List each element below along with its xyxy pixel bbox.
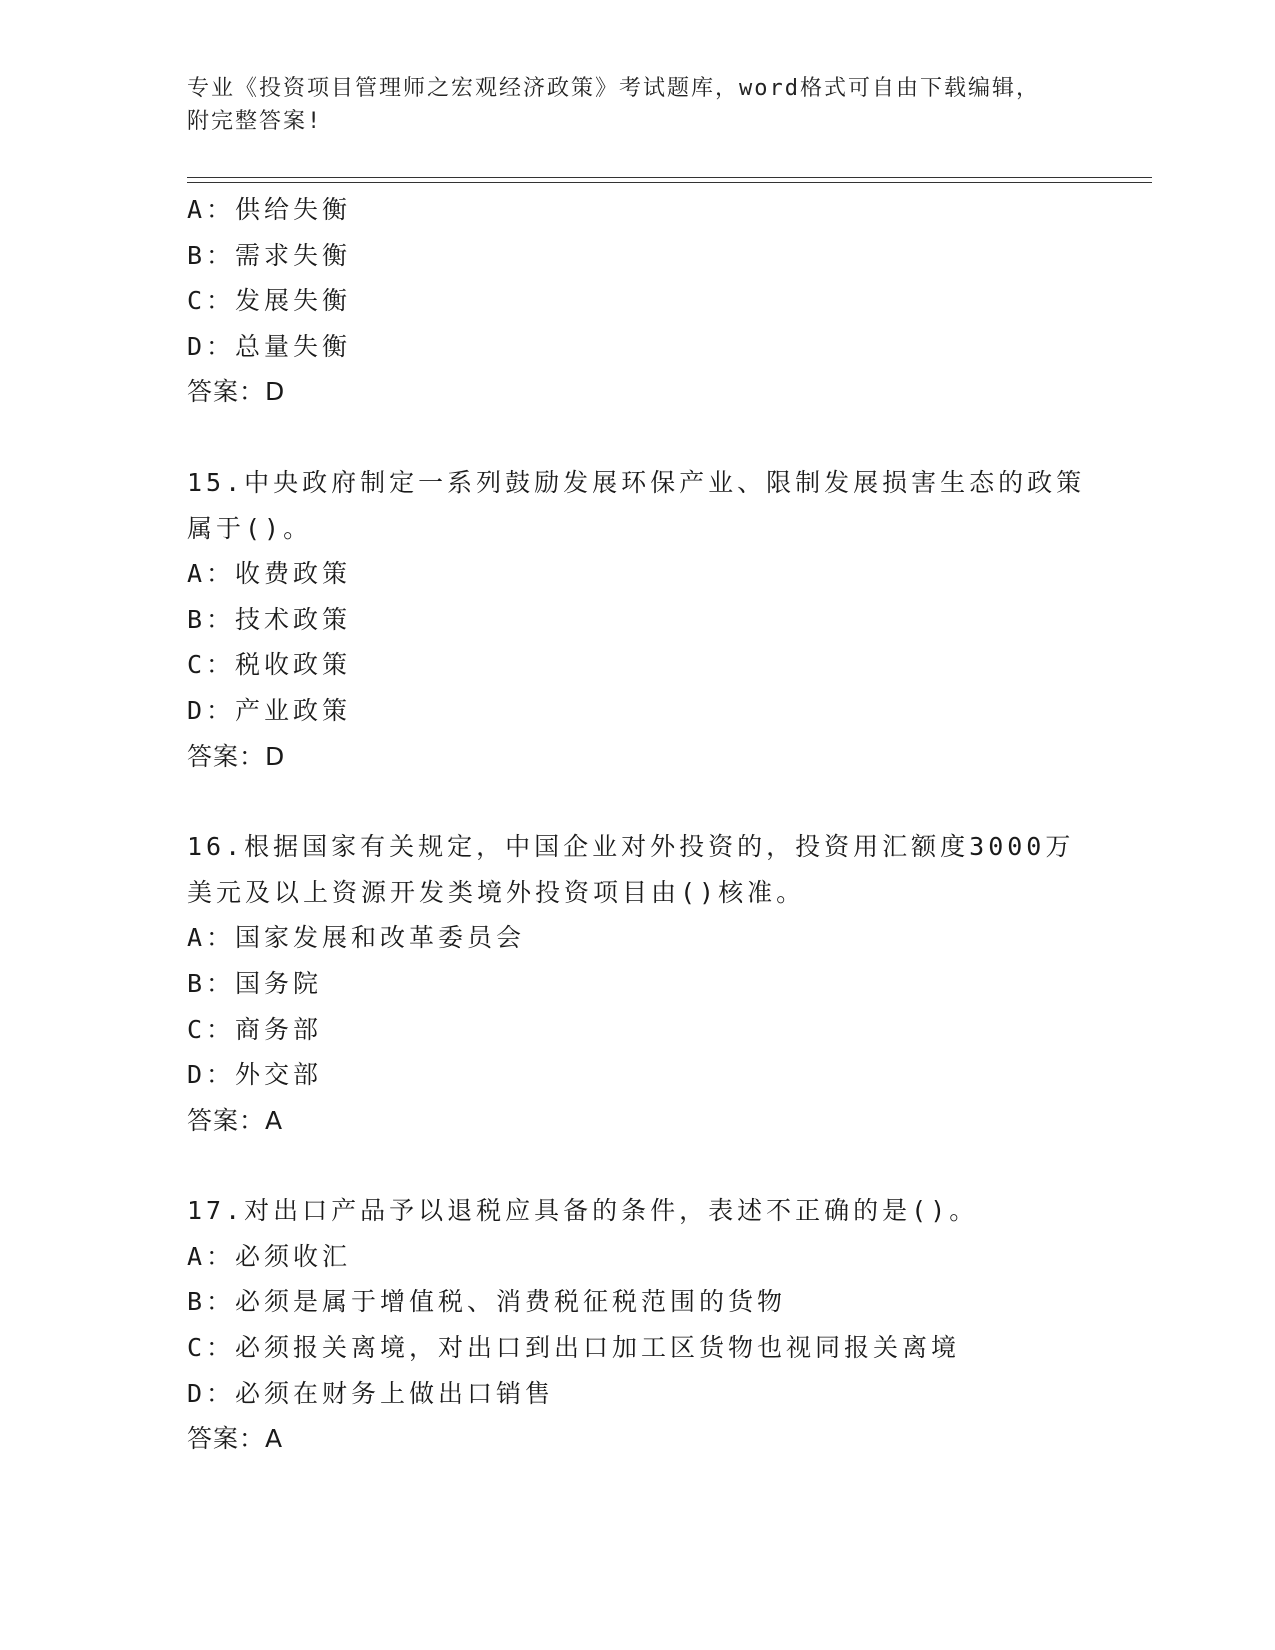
- question-16: [187, 824, 1087, 1143]
- option-c: C：必须报关离境，对出口到出口加工区货物也视同报关离境: [187, 1333, 961, 1363]
- question-text-line: 美元及以上资源开发类境外投资项目由()核准。: [187, 877, 806, 907]
- option-d: D：外交部: [187, 1060, 323, 1090]
- question-14-continued: [187, 187, 1087, 415]
- header-rule-bottom: [187, 182, 1152, 183]
- option-c: C：税收政策: [187, 650, 352, 680]
- document-header: [187, 72, 1087, 138]
- question-text-line: 16.根据国家有关规定，中国企业对外投资的，投资用汇额度3000万: [187, 832, 1075, 862]
- spacer: [187, 779, 1087, 824]
- option-c: C：商务部: [187, 1014, 323, 1044]
- question-17: [187, 1188, 1087, 1462]
- question-15: [187, 460, 1087, 779]
- question-text-line: 属于()。: [187, 513, 313, 543]
- option-c: C：发展失衡: [187, 286, 352, 316]
- option-d: D：产业政策: [187, 695, 352, 725]
- answer-line: 答案：D: [187, 377, 286, 407]
- question-list: [187, 187, 1087, 1462]
- header-rule-top: [187, 177, 1152, 178]
- answer-line: 答案：A: [187, 1105, 284, 1135]
- answer-line: 答案：D: [187, 741, 286, 771]
- question-text-line: 15.中央政府制定一系列鼓励发展环保产业、限制发展损害生态的政策: [187, 467, 1086, 497]
- option-d: D：必须在财务上做出口销售: [187, 1378, 555, 1408]
- option-b: B：技术政策: [187, 604, 352, 634]
- option-a: A：收费政策: [187, 559, 352, 589]
- option-a: A：国家发展和改革委员会: [187, 923, 526, 953]
- header-line-1: 专业《投资项目管理师之宏观经济政策》考试题库，word格式可自由下载编辑，: [187, 76, 1040, 101]
- option-d: D：总量失衡: [187, 331, 352, 361]
- option-b: B：国务院: [187, 968, 323, 998]
- option-a: A：供给失衡: [187, 195, 352, 224]
- answer-line: 答案：A: [187, 1424, 284, 1454]
- spacer: [187, 1143, 1087, 1188]
- option-b: B：必须是属于增值税、消费税征税范围的货物: [187, 1287, 787, 1317]
- spacer: [187, 415, 1087, 460]
- option-a: A：必须收汇: [187, 1241, 352, 1271]
- question-text-line: 17.对出口产品予以退税应具备的条件，表述不正确的是()。: [187, 1196, 979, 1226]
- header-line-2: 附完整答案!: [187, 109, 323, 134]
- option-b: B：需求失衡: [187, 240, 352, 270]
